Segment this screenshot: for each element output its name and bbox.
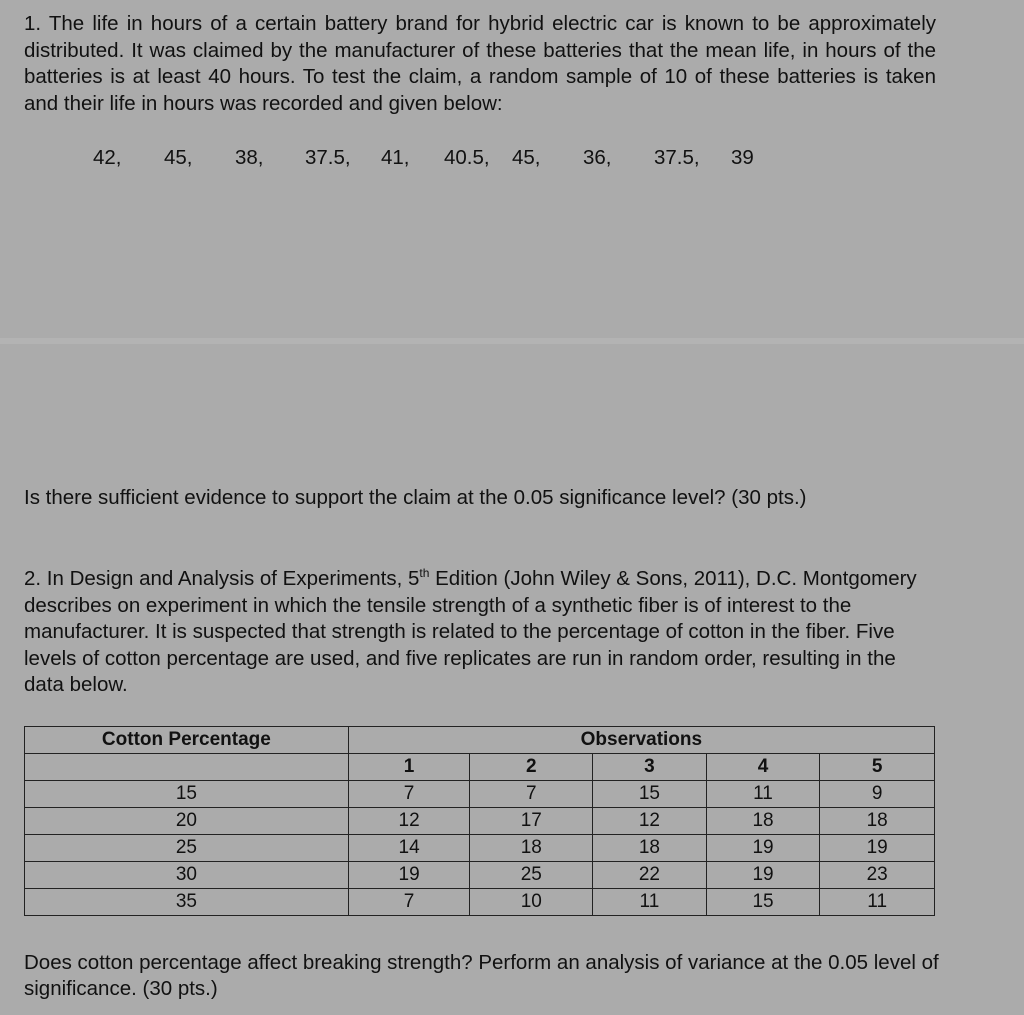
obs-cell: 18 — [470, 835, 593, 862]
table-row — [25, 808, 935, 835]
band-divider — [0, 338, 1024, 344]
problem2-text-part2: Edition (John Wiley & Sons, 2011), D.C. Montgomery describes on experiment in which the tensile strength of a synthetic fiber is of interest to the manufacturer. It is suspected that strength is related to the percentage of cotton in the fiber. Five levels of cotton percentage are used, and five replicates are run in random order, resulting in the data below. — [24, 567, 917, 696]
sample-value: 36, — [583, 146, 612, 169]
obs-cell: 7 — [348, 889, 470, 916]
sample-value: 42, — [93, 146, 122, 169]
obs-cell: 18 — [593, 835, 707, 862]
table-row — [25, 781, 935, 808]
obs-cell: 17 — [470, 808, 593, 835]
obs-cell: 12 — [593, 808, 707, 835]
sample-value: 40.5, — [444, 146, 490, 169]
cotton-strength-table — [24, 726, 935, 916]
obs-cell: 11 — [593, 889, 707, 916]
header-cotton-percentage: Cotton Percentage — [25, 727, 349, 754]
obs-cell: 14 — [348, 835, 470, 862]
cotton-cell: 35 — [25, 889, 349, 916]
obs-cell: 9 — [820, 781, 935, 808]
problem2-question: Does cotton percentage affect breaking strength? Perform an analysis of variance at the 0.05 level of significance. (30 pts.) — [24, 951, 939, 1000]
obs-cell: 15 — [706, 889, 820, 916]
obs-cell: 7 — [348, 781, 470, 808]
header-observations: Observations — [348, 727, 934, 754]
sample-value: 38, — [235, 146, 264, 169]
obs-cell: 23 — [820, 862, 935, 889]
cotton-cell: 15 — [25, 781, 349, 808]
obs-cell: 11 — [706, 781, 820, 808]
sample-value: 37.5, — [305, 146, 351, 169]
sample-value: 45, — [512, 146, 541, 169]
obs-cell: 12 — [348, 808, 470, 835]
obs-number: 1 — [348, 754, 470, 781]
obs-cell: 22 — [593, 862, 707, 889]
obs-number: 2 — [470, 754, 593, 781]
sample-value: 41, — [381, 146, 410, 169]
obs-number: 5 — [820, 754, 935, 781]
cotton-cell: 25 — [25, 835, 349, 862]
cotton-cell: 20 — [25, 808, 349, 835]
obs-number: 4 — [706, 754, 820, 781]
table-row — [25, 835, 935, 862]
table-row — [25, 889, 935, 916]
table-header-row — [25, 727, 935, 754]
obs-cell: 19 — [706, 835, 820, 862]
obs-cell: 7 — [470, 781, 593, 808]
problem2-text — [24, 566, 934, 699]
cotton-cell: 30 — [25, 862, 349, 889]
obs-cell: 18 — [820, 808, 935, 835]
obs-cell: 15 — [593, 781, 707, 808]
table-obs-number-row — [25, 754, 935, 781]
obs-cell: 18 — [706, 808, 820, 835]
sample-value: 37.5, — [654, 146, 700, 169]
obs-number: 3 — [593, 754, 707, 781]
obs-cell: 10 — [470, 889, 593, 916]
obs-cell: 19 — [820, 835, 935, 862]
sample-value: 39 — [731, 146, 754, 169]
edition-superscript: th — [419, 566, 430, 581]
sample-value: 45, — [164, 146, 193, 169]
table-row — [25, 862, 935, 889]
obs-cell: 19 — [348, 862, 470, 889]
table-cell-blank — [25, 754, 349, 781]
obs-cell: 19 — [706, 862, 820, 889]
problem1-text: 1. The life in hours of a certain battery brand for hybrid electric car is known to be approximately distributed. It was claimed by the manufacturer of these batteries that the mean life, in hours of the batteries is at least 40 hours. To test the claim, a random sample of 10 of these batteries is taken and their life in hours was recorded and given below: — [24, 12, 936, 115]
obs-cell: 25 — [470, 862, 593, 889]
problem1-question: Is there sufficient evidence to support the claim at the 0.05 significance level? (30 pts.) — [24, 486, 807, 509]
obs-cell: 11 — [820, 889, 935, 916]
problem2-text-part1: 2. In Design and Analysis of Experiments, 5 — [24, 567, 420, 590]
